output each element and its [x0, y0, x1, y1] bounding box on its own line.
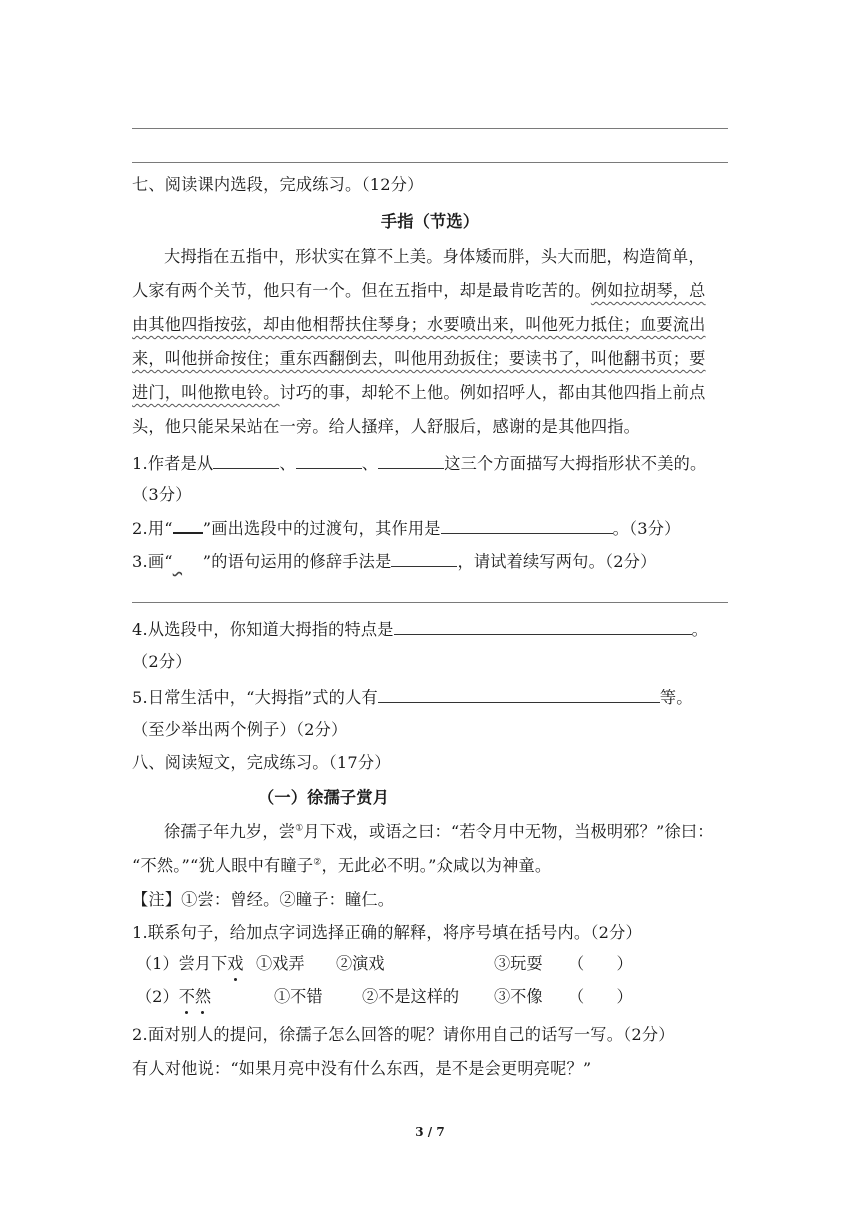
passage-title: 手指（节选）	[380, 212, 480, 231]
answer-blank[interactable]	[378, 686, 660, 703]
question-7-5: 5.日常生活中，“大拇指”式的人有 等。	[132, 688, 693, 707]
option: ③玩耍	[494, 954, 543, 973]
item-1-label: （1）尝月下戏	[136, 954, 244, 973]
emphasis-dot-char: 不	[178, 987, 195, 1006]
passage-title: （一）徐孺子赏月	[258, 788, 390, 807]
question-example: 有人对他说：“如果月亮中没有什么东西，是不是会更明亮呢？”	[132, 1059, 592, 1078]
option: ③不像	[494, 987, 543, 1006]
section-8-heading: 八、阅读短文，完成练习。（17分）	[132, 753, 391, 772]
option: ②不是这样的	[362, 987, 460, 1006]
answer-line	[132, 128, 728, 129]
passage-line: 头，他只能呆呆站在一旁。给人搔痒，人舒服后，感谢的是其他四指。	[132, 417, 641, 436]
answer-blank[interactable]	[394, 618, 692, 635]
wavy-line-mark	[173, 551, 203, 565]
option: ①不错	[274, 987, 323, 1006]
question-8-2: 2.面对别人的提问，徐孺子怎么回答的呢？请你用自己的话写一写。（2分）	[132, 1025, 675, 1044]
item-2-label: （2）不然	[136, 987, 212, 1006]
passage-line: 进门，叫他揿电铃。讨巧的事，却轮不上他。例如招呼人，都由其他四指上前点	[132, 383, 706, 402]
section-7-heading: 七、阅读课内选段，完成练习。（12分）	[132, 175, 424, 194]
question-7-1: 1.作者是从 、 、 这三个方面描写大拇指形状不美的。	[132, 454, 707, 473]
score-label: （3分）	[132, 485, 192, 504]
answer-blank[interactable]	[296, 452, 362, 469]
question-8-1: 1.联系句子，给加点字词选择正确的解释，将序号填在括号内。（2分）	[132, 923, 642, 942]
option: ②演戏	[336, 954, 385, 973]
classical-text-line: 徐孺子年九岁，尝①月下戏，或语之曰：“若令月中无物，当极明邪？”徐曰：	[164, 822, 714, 841]
score-label: （2分）	[132, 652, 192, 671]
footnote: 【注】①尝：曾经。②瞳子：瞳仁。	[132, 890, 395, 909]
answer-line	[132, 162, 728, 163]
answer-blank[interactable]	[378, 452, 444, 469]
passage-line: 大拇指在五指中，形状实在算不上美。身体矮而胖，头大而肥，构造简单，	[164, 247, 705, 266]
emphasis-dot-char: 然	[194, 987, 212, 1006]
answer-blank[interactable]	[441, 517, 613, 534]
wavy-underlined-text: 进门，叫他揿电铃。	[132, 383, 280, 402]
answer-line[interactable]	[132, 602, 728, 603]
page-number: 3 / 7	[415, 1125, 445, 1139]
option: ①戏弄	[256, 954, 305, 973]
wavy-underlined-text: 例如拉胡琴，总	[590, 281, 706, 300]
question-note: （至少举出两个例子）（2分）	[132, 720, 348, 739]
wavy-underlined-text: 由其他四指按弦，却由他相帮扶住琴身；水要喷出来，叫他死力抵住；血要流出	[132, 315, 706, 334]
passage-line: 人家有两个关节，他只有一个。但在五指中，却是最肯吃苦的。例如拉胡琴，总	[132, 281, 706, 300]
straight-line-mark	[173, 518, 203, 534]
question-7-2: 2.用“ ”画出选段中的过渡句，其作用是 。（3分）	[132, 519, 681, 538]
answer-parentheses[interactable]: （ ）	[568, 954, 633, 973]
classical-text-line: “不然。”“犹人眼中有瞳子②，无此必不明。”众咸以为神童。	[132, 856, 552, 875]
answer-parentheses[interactable]: （ ）	[568, 987, 633, 1006]
answer-blank[interactable]	[391, 550, 457, 567]
question-7-4: 4.从选段中，你知道大拇指的特点是 。	[132, 620, 709, 639]
question-7-3: 3.画“ ”的语句运用的修辞手法是 ，请试着续写两句。（2分）	[132, 552, 657, 571]
wavy-underlined-text: 来，叫他拼命按住；重东西翻倒去，叫他用劲扳住；要读书了，叫他翻书页；要	[132, 349, 706, 368]
answer-blank[interactable]	[213, 452, 279, 469]
emphasis-dot-char: 戏	[227, 954, 244, 973]
